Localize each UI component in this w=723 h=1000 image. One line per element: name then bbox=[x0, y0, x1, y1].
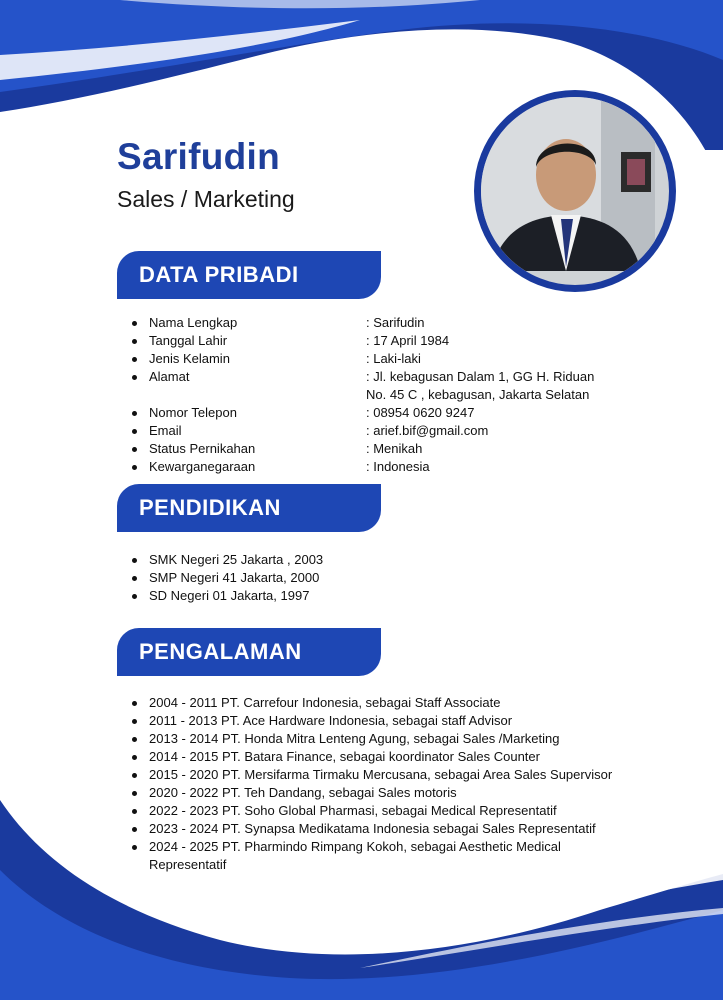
value-kewarganegaraan: : Indonesia bbox=[366, 459, 430, 474]
education-item: SMK Negeri 25 Jakarta , 2003 bbox=[117, 551, 323, 569]
education-list bbox=[117, 551, 323, 605]
label-tanggal-lahir: Tanggal Lahir bbox=[117, 332, 255, 350]
label-status-pernikahan: Status Pernikahan bbox=[117, 440, 255, 458]
experience-list bbox=[117, 694, 629, 874]
personal-data-values bbox=[366, 314, 594, 476]
label-nama-lengkap: Nama Lengkap bbox=[117, 314, 255, 332]
value-alamat-line-1: : Jl. kebagusan Dalam 1, GG H. Riduan bbox=[366, 369, 595, 384]
experience-item: 2023 - 2024 PT. Synapsa Medikatama Indonesia sebagai Sales Representatif bbox=[117, 820, 629, 838]
person-photo-icon bbox=[481, 97, 655, 271]
experience-item: 2013 - 2014 PT. Honda Mitra Lenteng Agung, sebagai Sales /Marketing bbox=[117, 730, 629, 748]
value-alamat-line-2: No. 45 C , kebagusan, Jakarta Selatan bbox=[366, 387, 590, 402]
value-status-pernikahan: : Menikah bbox=[366, 441, 423, 456]
experience-item: 2004 - 2011 PT. Carrefour Indonesia, sebagai Staff Associate bbox=[117, 694, 629, 712]
label-nomor-telepon: Nomor Telepon bbox=[117, 404, 255, 422]
value-jenis-kelamin: : Laki-laki bbox=[366, 351, 421, 366]
experience-item: 2024 - 2025 PT. Pharmindo Rimpang Kokoh, sebagai Aesthetic Medical Representatif bbox=[117, 838, 629, 874]
experience-item: 2022 - 2023 PT. Soho Global Pharmasi, sebagai Medical Representatif bbox=[117, 802, 629, 820]
profile-photo bbox=[474, 90, 676, 292]
candidate-name: Sarifudin bbox=[117, 136, 281, 177]
candidate-role: Sales / Marketing bbox=[117, 186, 295, 212]
personal-data-labels bbox=[117, 314, 255, 476]
label-alamat: Alamat bbox=[117, 368, 255, 404]
value-tanggal-lahir: : 17 April 1984 bbox=[366, 333, 450, 348]
experience-item: 2015 - 2020 PT. Mersifarma Tirmaku Mercusana, sebagai Area Sales Supervisor bbox=[117, 766, 629, 784]
label-email: Email bbox=[117, 422, 255, 440]
value-nama-lengkap: : Sarifudin bbox=[366, 315, 425, 330]
section-header-pendidikan: PENDIDIKAN bbox=[117, 484, 381, 532]
section-header-pengalaman: PENGALAMAN bbox=[117, 628, 381, 676]
experience-item: 2020 - 2022 PT. Teh Dandang, sebagai Sales motoris bbox=[117, 784, 629, 802]
experience-item: 2014 - 2015 PT. Batara Finance, sebagai koordinator Sales Counter bbox=[117, 748, 629, 766]
education-item: SMP Negeri 41 Jakarta, 2000 bbox=[117, 569, 323, 587]
label-jenis-kelamin: Jenis Kelamin bbox=[117, 350, 255, 368]
education-item: SD Negeri 01 Jakarta, 1997 bbox=[117, 587, 323, 605]
section-header-data-pribadi: DATA PRIBADI bbox=[117, 251, 381, 299]
value-nomor-telepon: : 08954 0620 9247 bbox=[366, 405, 475, 420]
experience-item: 2011 - 2013 PT. Ace Hardware Indonesia, sebagai staff Advisor bbox=[117, 712, 629, 730]
value-email: : arief.bif@gmail.com bbox=[366, 423, 489, 438]
label-kewarganegaraan: Kewarganegaraan bbox=[117, 458, 255, 476]
value-alamat bbox=[366, 368, 594, 404]
